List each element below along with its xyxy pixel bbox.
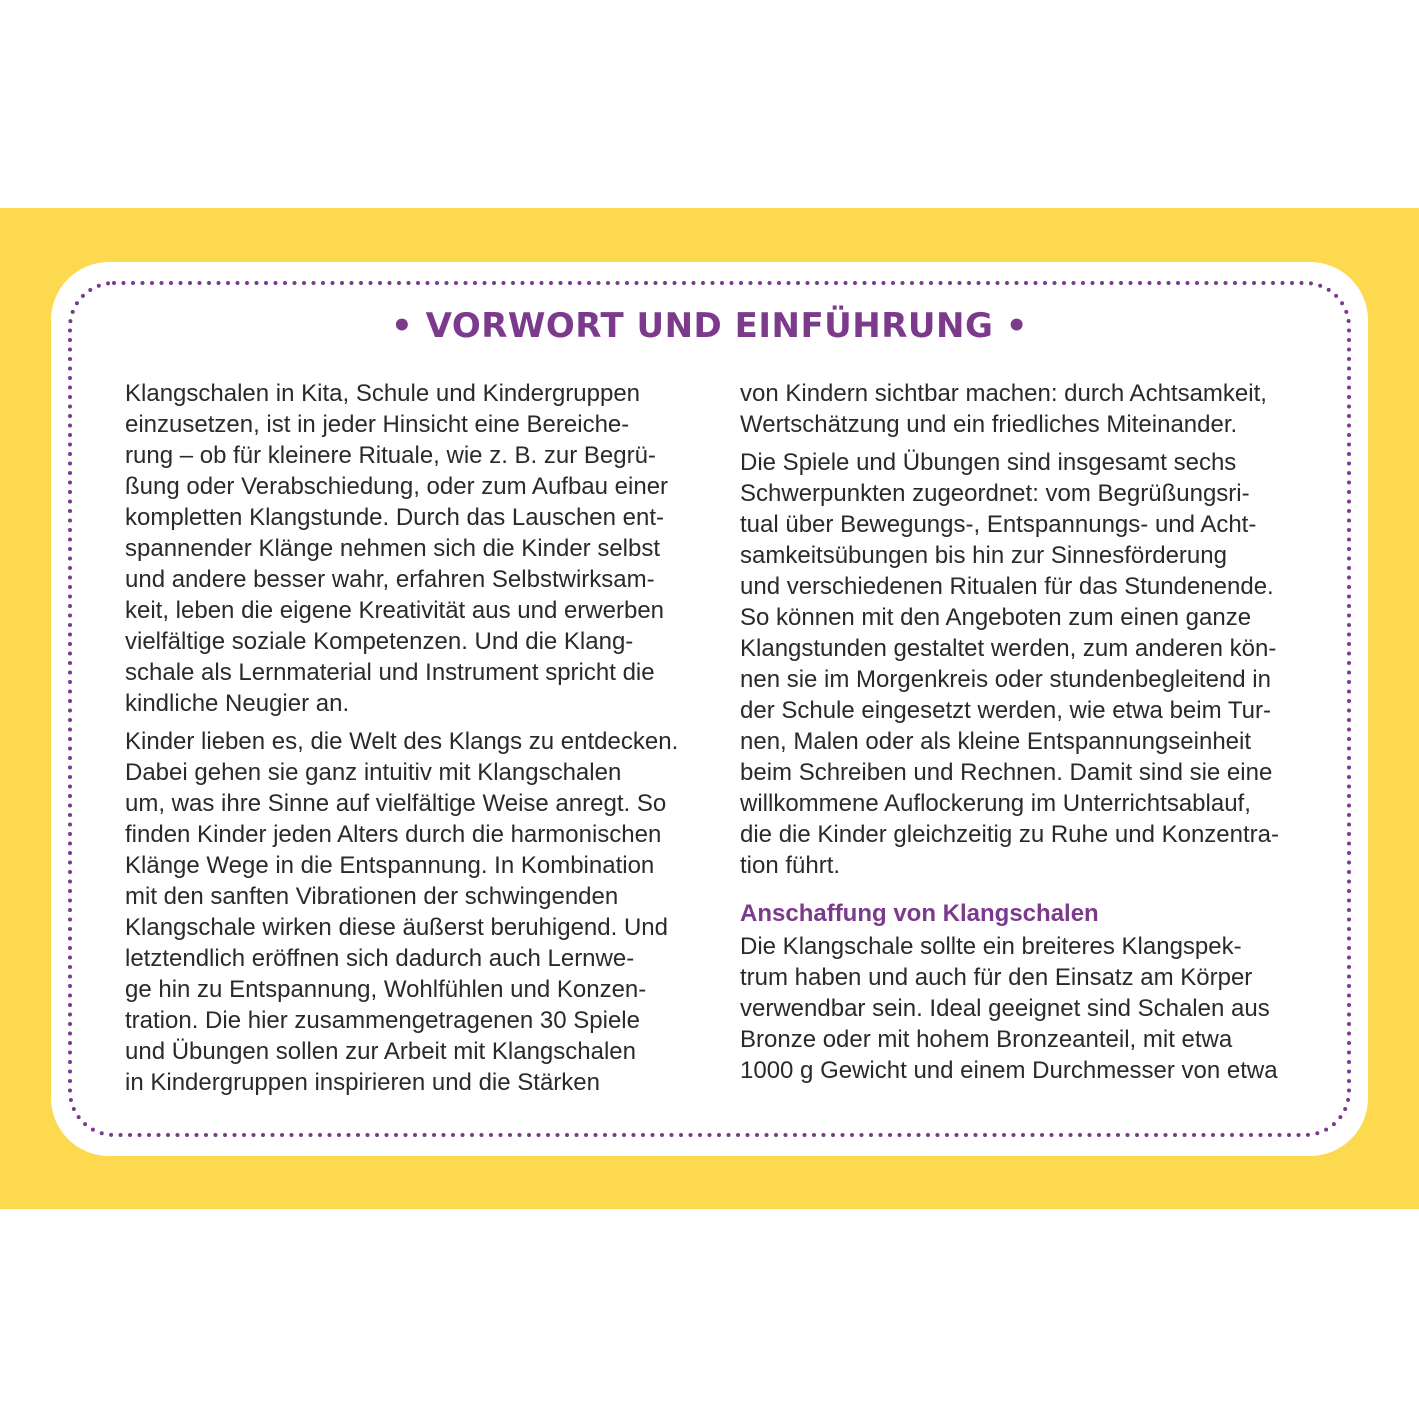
text-line: mit den sanften Vibrationen der schwingenden xyxy=(125,883,619,910)
page-title: • VORWORT UND EINFÜHRUNG • xyxy=(391,306,1028,346)
continued-paragraph xyxy=(740,378,1310,440)
text-line: Dabei gehen sie ganz intuitiv mit Klangschalen xyxy=(125,759,622,786)
text-line: tion führt. xyxy=(740,852,841,879)
text-line: nen sie im Morgenkreis oder stundenbegleitend in xyxy=(740,666,1271,693)
text-line: Bronze oder mit hohem Bronzeanteil, mit etwa xyxy=(740,1026,1233,1053)
text-line: letztendlich eröffnen sich dadurch auch Lernwe- xyxy=(125,945,635,972)
text-line: spannender Klänge nehmen sich die Kinder selbst xyxy=(125,535,661,562)
text-line: Die Klangschale sollte ein breiteres Klangspek- xyxy=(740,933,1242,960)
text-line: verwendbar sein. Ideal geeignet sind Schalen aus xyxy=(740,995,1270,1022)
text-line: in Kindergruppen inspirieren und die Stärken xyxy=(125,1069,600,1096)
text-line: trum haben und auch für den Einsatz am Körper xyxy=(740,964,1253,991)
text-line: Wertschätzung und ein friedliches Miteinander. xyxy=(740,411,1238,438)
text-line: die die Kinder gleichzeitig zu Ruhe und Konzentra- xyxy=(740,821,1280,848)
body-paragraph xyxy=(740,447,1310,881)
text-line: tual über Bewegungs-, Entspannungs- und Acht- xyxy=(740,511,1257,538)
text-line: kindliche Neugier an. xyxy=(125,690,350,717)
text-line: vielfältige soziale Kompetenzen. Und die Klang- xyxy=(125,628,634,655)
text-line: finden Kinder jeden Alters durch die harmonischen xyxy=(125,821,662,848)
text-line: ge hin zu Entspannung, Wohlfühlen und Konzen- xyxy=(125,976,647,1003)
left-column xyxy=(125,378,695,1098)
text-line: Klänge Wege in die Entspannung. In Kombination xyxy=(125,852,655,879)
text-line: ßung oder Verabschiedung, oder zum Aufbau einer xyxy=(125,473,669,500)
text-line: Schwerpunkten zugeordnet: vom Begrüßungsri- xyxy=(740,480,1250,507)
paragraph-gap xyxy=(740,440,1310,447)
paragraph-gap xyxy=(125,719,695,726)
text-line: 1000 g Gewicht und einem Durchmesser von etwa xyxy=(740,1057,1278,1084)
right-column xyxy=(740,378,1310,1086)
text-line: kompletten Klangstunde. Durch das Lauschen ent- xyxy=(125,504,665,531)
text-line: nen, Malen oder als kleine Entspannungseinheit xyxy=(740,728,1252,755)
text-line: und Übungen sollen zur Arbeit mit Klangschalen xyxy=(125,1038,636,1065)
text-line: Kinder lieben es, die Welt des Klangs zu entdecken. xyxy=(125,728,679,755)
text-line: Klangstunden gestaltet werden, zum anderen kön- xyxy=(740,635,1277,662)
text-line: von Kindern sichtbar machen: durch Achtsamkeit, xyxy=(740,380,1267,407)
text-line: schale als Lernmaterial und Instrument spricht die xyxy=(125,659,655,686)
text-line: Die Spiele und Übungen sind insgesamt sechs xyxy=(740,449,1237,476)
text-line: Klangschale wirken diese äußerst beruhigend. Und xyxy=(125,914,668,941)
text-line: und andere besser wahr, erfahren Selbstwirksam- xyxy=(125,566,655,593)
text-line: keit, leben die eigene Kreativität aus und erwerben xyxy=(125,597,665,624)
text-line: und verschiedenen Ritualen für das Stundenende. xyxy=(740,573,1274,600)
body-paragraph xyxy=(125,726,695,1098)
text-line: samkeitsübungen bis hin zur Sinnesförderung xyxy=(740,542,1227,569)
intro-paragraph xyxy=(125,378,695,719)
text-line: einzusetzen, ist in jeder Hinsicht eine Bereiche- xyxy=(125,411,630,438)
text-line: tration. Die hier zusammengetragenen 30 Spiele xyxy=(125,1007,640,1034)
section-paragraph xyxy=(740,931,1310,1086)
text-line: rung – ob für kleinere Rituale, wie z. B. zur Begrü- xyxy=(125,442,656,469)
text-line: um, was ihre Sinne auf vielfältige Weise anregt. So xyxy=(125,790,667,817)
section-heading: Anschaffung von Klangschalen xyxy=(740,900,1099,927)
text-line: willkommene Auflockerung im Unterrichtsablauf, xyxy=(740,790,1251,817)
section-gap xyxy=(740,881,1310,898)
text-line: Klangschalen in Kita, Schule und Kindergruppen xyxy=(125,380,641,407)
text-line: So können mit den Angeboten zum einen ganze xyxy=(740,604,1252,631)
text-line: der Schule eingesetzt werden, wie etwa beim Tur- xyxy=(740,697,1271,724)
text-line: beim Schreiben und Rechnen. Damit sind sie eine xyxy=(740,759,1273,786)
